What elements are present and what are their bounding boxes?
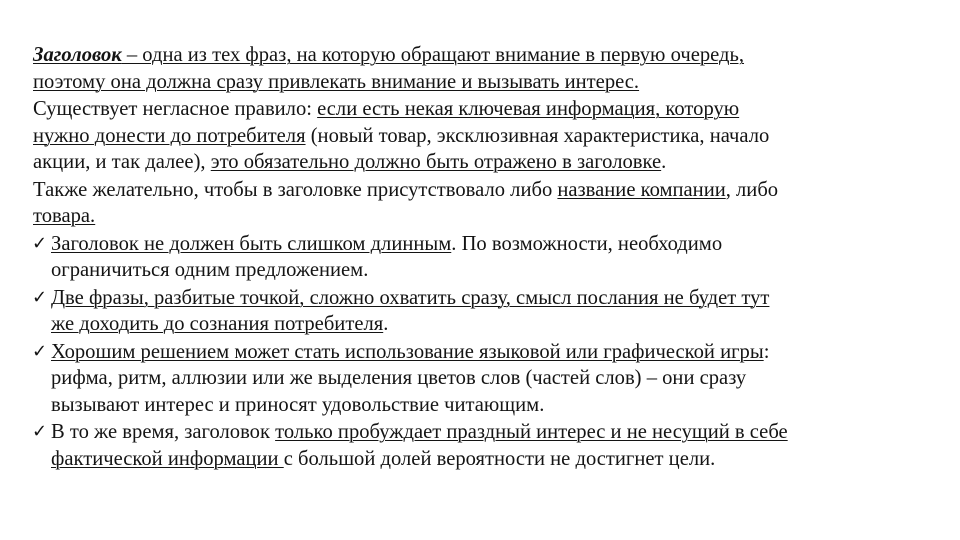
bullet-4-line-2 xyxy=(51,448,715,470)
bullet-1-emphasis: Заголовок не должен быть слишком длинным xyxy=(51,232,452,255)
bullet-4-rest: с большой долей вероятности не достигнет цели. xyxy=(283,447,716,470)
bullet-1-rest: . По возможности, необходимо xyxy=(451,232,723,255)
bullet-1-line-1 xyxy=(51,233,722,255)
name-lead: Также желательно, чтобы в заголовке присутствовало либо xyxy=(33,178,558,201)
headline-term: Заголовок xyxy=(33,44,122,66)
name-product: товара. xyxy=(33,205,96,227)
bullet-3-colon: : xyxy=(763,340,770,363)
bullet-3-emphasis: Хорошим решением может стать использование языковой или графической игры xyxy=(51,340,764,363)
rule-key-info: если есть некая ключевая информация, которую xyxy=(317,98,740,120)
paragraph-name-line-1 xyxy=(33,179,778,201)
slide-body xyxy=(33,42,933,472)
check-icon: ✓ xyxy=(32,286,48,308)
paragraph-rule-line-3 xyxy=(33,151,666,173)
bullet-2-rest: . xyxy=(383,313,389,335)
bullet-1-line-2: ограничиться одним предложением. xyxy=(51,259,369,281)
bullet-3-line-2: рифма, ритм, аллюзии или же выделения цветов слов (частей слов) – они сразу xyxy=(51,367,747,389)
rule-consumer: нужно донести до потребителя xyxy=(33,124,306,147)
check-icon: ✓ xyxy=(32,421,48,442)
bullet-3-line-1 xyxy=(51,341,769,363)
intro-text: – одна из тех фраз, на которую обращают внимание в первую очередь, xyxy=(121,44,745,66)
bullet-4-line-1 xyxy=(51,421,788,443)
bullet-4-emphasis-cont: фактической информации xyxy=(51,447,284,470)
rule-end: . xyxy=(661,151,667,173)
name-or: , либо xyxy=(725,178,779,201)
bullet-4-lead: В то же время, заголовок xyxy=(51,421,276,443)
bullet-2-line-2 xyxy=(51,313,388,335)
rule-examples: (новый товар, эксклюзивная характеристика, начало xyxy=(305,124,770,147)
bullet-3-line-3: вызывают интерес и приносят удовольствие читающим. xyxy=(51,393,545,416)
paragraph-intro-line-1 xyxy=(33,44,744,66)
paragraph-rule-line-2 xyxy=(33,125,769,147)
bullet-item xyxy=(33,231,933,284)
rule-must-reflect: это обязательно должно быть отражено в заголовке xyxy=(210,151,662,173)
paragraph-rule-line-1 xyxy=(33,98,739,120)
bullet-item xyxy=(33,339,933,419)
paragraph-name xyxy=(33,177,933,230)
bullet-2-emphasis-cont: же доходить до сознания потребителя xyxy=(51,313,384,335)
bullet-2-line-1: Две фразы, разбитые точкой, сложно охватить сразу, смысл послания не будет тут xyxy=(51,286,770,309)
paragraph-intro xyxy=(33,42,933,95)
name-company: название компании xyxy=(557,178,726,201)
rule-examples-cont: акции, и так далее), xyxy=(33,151,211,173)
check-icon: ✓ xyxy=(32,340,48,362)
check-icon: ✓ xyxy=(32,232,48,254)
bullet-item xyxy=(33,285,933,338)
rule-lead: Существует негласное правило: xyxy=(33,98,318,120)
bullet-4-emphasis: только пробуждает праздный интерес и не несущий в себе xyxy=(275,421,788,443)
intro-line-2: поэтому она должна сразу привлекать внимание и вызывать интерес. xyxy=(33,70,640,93)
paragraph-rule xyxy=(33,96,933,176)
bullet-item xyxy=(33,419,933,472)
